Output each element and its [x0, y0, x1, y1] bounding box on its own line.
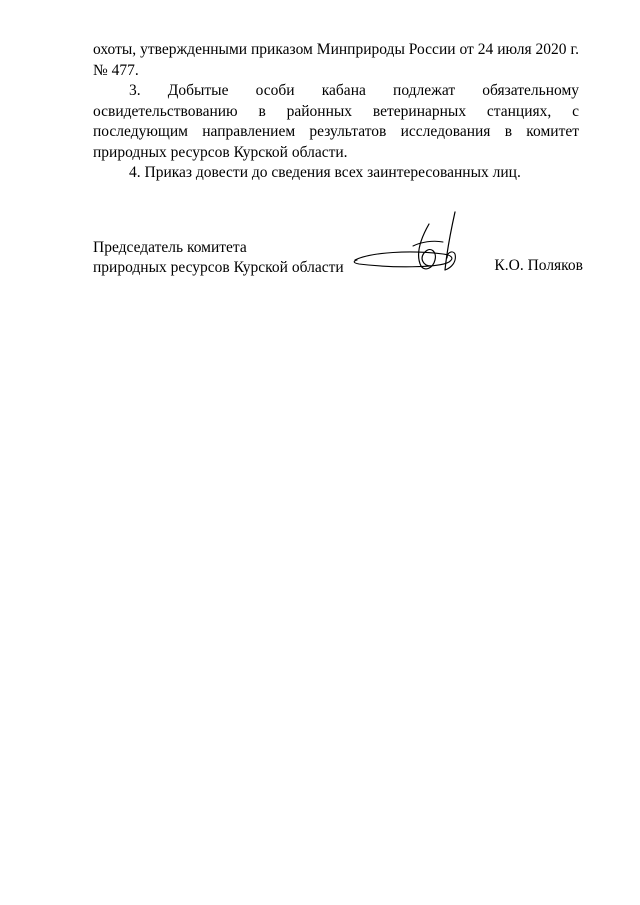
signatory-title — [93, 238, 353, 278]
paragraph-continuation: охоты, утвержденными приказом Минприроды России от 24 июля 2020 г. № 477. — [93, 41, 579, 79]
handwritten-signature — [351, 210, 471, 282]
signature-block — [93, 238, 583, 288]
document-body — [93, 40, 579, 184]
signatory-name: К.О. Поляков — [494, 257, 583, 274]
signatory-title-line-2: природных ресурсов Курской области — [93, 259, 344, 276]
signatory-title-line-1: Председатель комитета — [93, 239, 247, 256]
paragraph-item-3: 3. Добытые особи кабана подлежат обязательному освидетельствованию в районных ветеринарных станциях, с последующим направлением результатов исследования в комитет природных ресурсов Курской области. — [93, 82, 579, 161]
paragraph-item-4: 4. Приказ довести до сведения всех заинтересованных лиц. — [129, 164, 521, 181]
